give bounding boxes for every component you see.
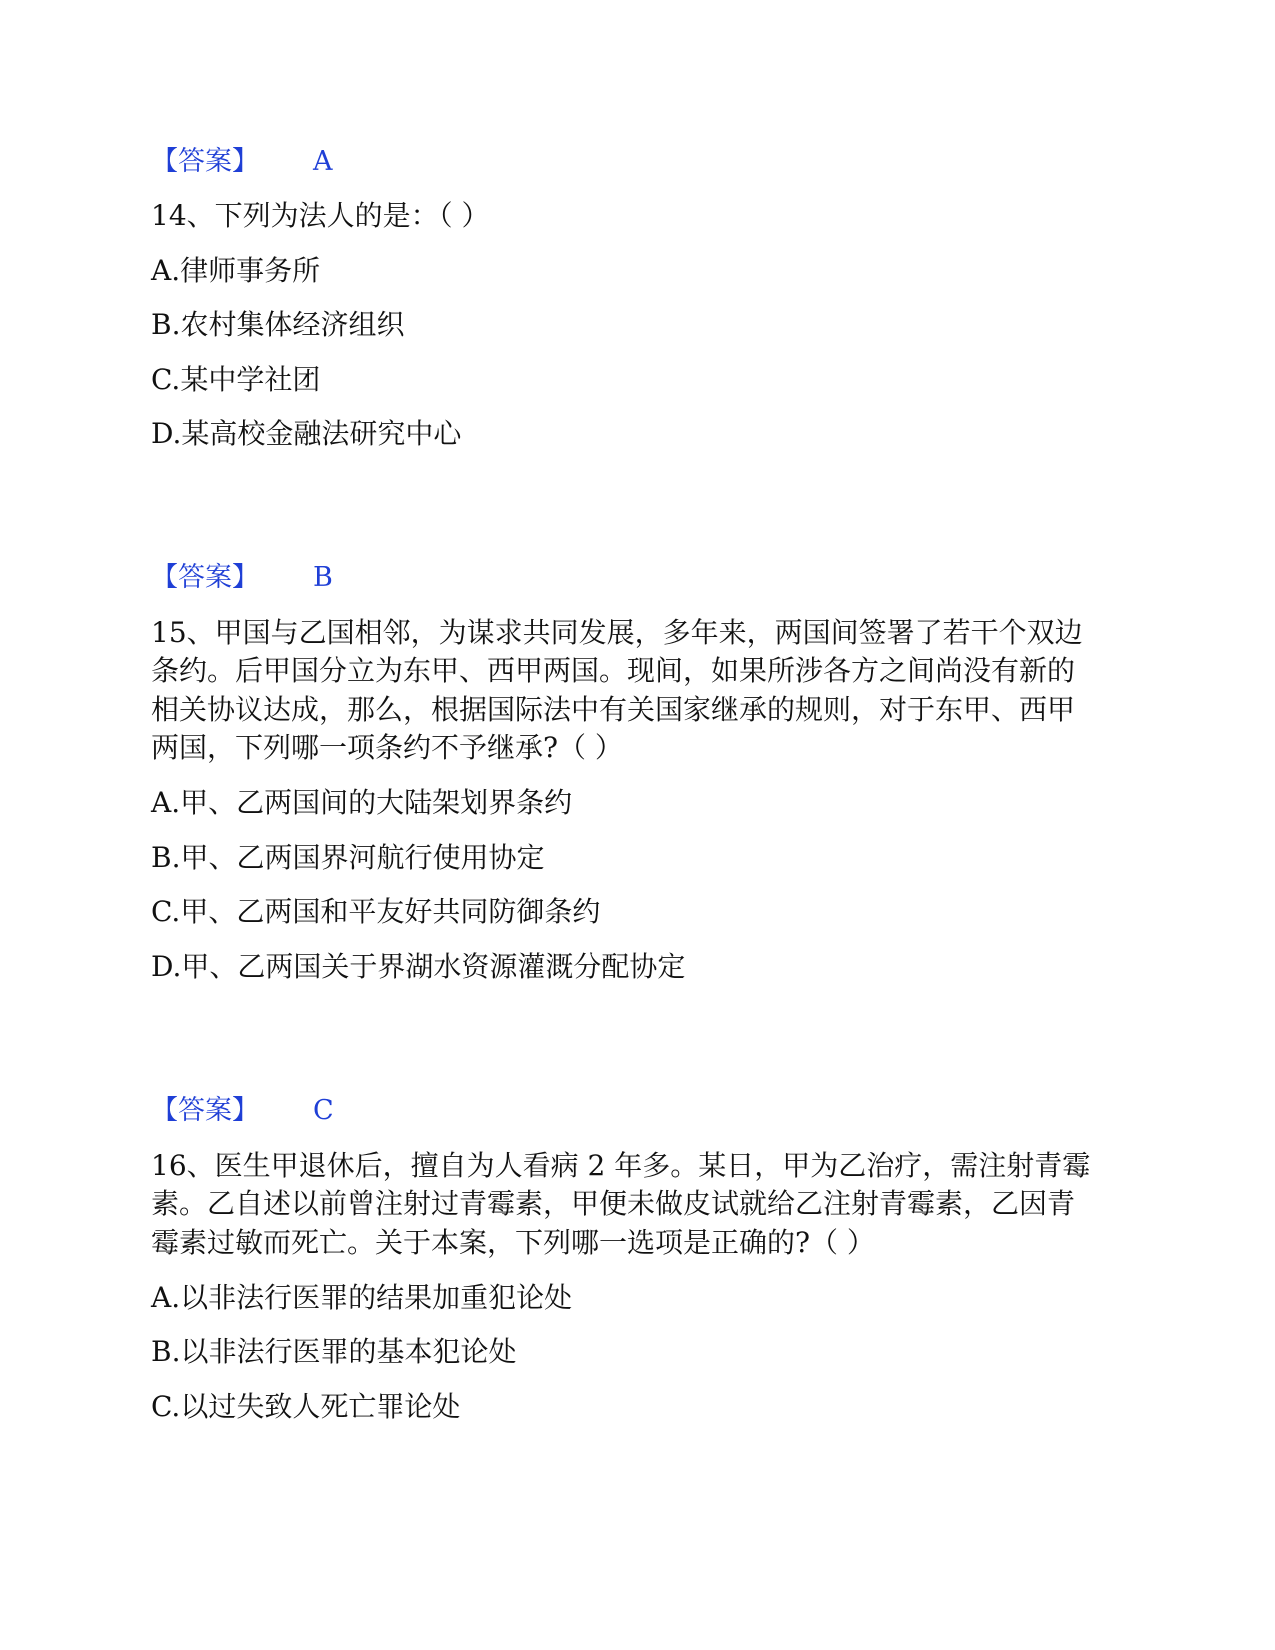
question-15-option-b: B.甲、乙两国界河航行使用协定	[151, 841, 545, 874]
answer-label: 【答案】	[151, 1095, 259, 1126]
answer-line-b	[151, 558, 333, 598]
question-15-stem-line-3: 相关协议达成，那么，根据国际法中有关国家继承的规则，对于东甲、西甲	[151, 693, 1076, 726]
question-14-option-d: D.某高校金融法研究中心	[151, 417, 462, 450]
question-16-stem-line-3: 霉素过敏而死亡。关于本案，下列哪一选项是正确的?（ ）	[151, 1226, 875, 1259]
question-15-option-d: D.甲、乙两国关于界湖水资源灌溉分配协定	[151, 950, 686, 983]
question-14-stem: 14、下列为法人的是：（ ）	[151, 199, 490, 232]
question-14-option-c: C.某中学社团	[151, 363, 321, 396]
answer-line-c	[151, 1091, 334, 1131]
question-16-option-b: B.以非法行医罪的基本犯论处	[151, 1335, 517, 1368]
question-15-stem-line-4: 两国，下列哪一项条约不予继承?（ ）	[151, 731, 623, 764]
question-16-option-c: C.以过失致人死亡罪论处	[151, 1390, 461, 1423]
question-14-option-b: B.农村集体经济组织	[151, 308, 405, 341]
answer-line-a	[151, 142, 333, 182]
question-16-stem-line-2: 素。乙自述以前曾注射过青霉素，甲便未做皮试就给乙注射青霉素，乙因青	[151, 1187, 1076, 1220]
question-15-option-c: C.甲、乙两国和平友好共同防御条约	[151, 895, 601, 928]
question-15-stem-line-2: 条约。后甲国分立为东甲、西甲两国。现间，如果所涉各方之间尚没有新的	[151, 654, 1076, 687]
answer-value: C	[313, 1095, 334, 1126]
answer-label: 【答案】	[151, 562, 259, 593]
question-16-option-a: A.以非法行医罪的结果加重犯论处	[151, 1281, 573, 1314]
question-16-stem-line-1: 16、医生甲退休后，擅自为人看病 2 年多。某日，甲为乙治疗，需注射青霉	[151, 1149, 1091, 1182]
question-14-option-a: A.律师事务所	[151, 254, 321, 287]
answer-value: A	[313, 146, 333, 177]
answer-value: B	[313, 562, 333, 593]
question-15-stem-line-1: 15、甲国与乙国相邻，为谋求共同发展，多年来，两国间签署了若干个双边	[151, 616, 1083, 649]
question-15-option-a: A.甲、乙两国间的大陆架划界条约	[151, 786, 573, 819]
answer-label: 【答案】	[151, 146, 259, 177]
